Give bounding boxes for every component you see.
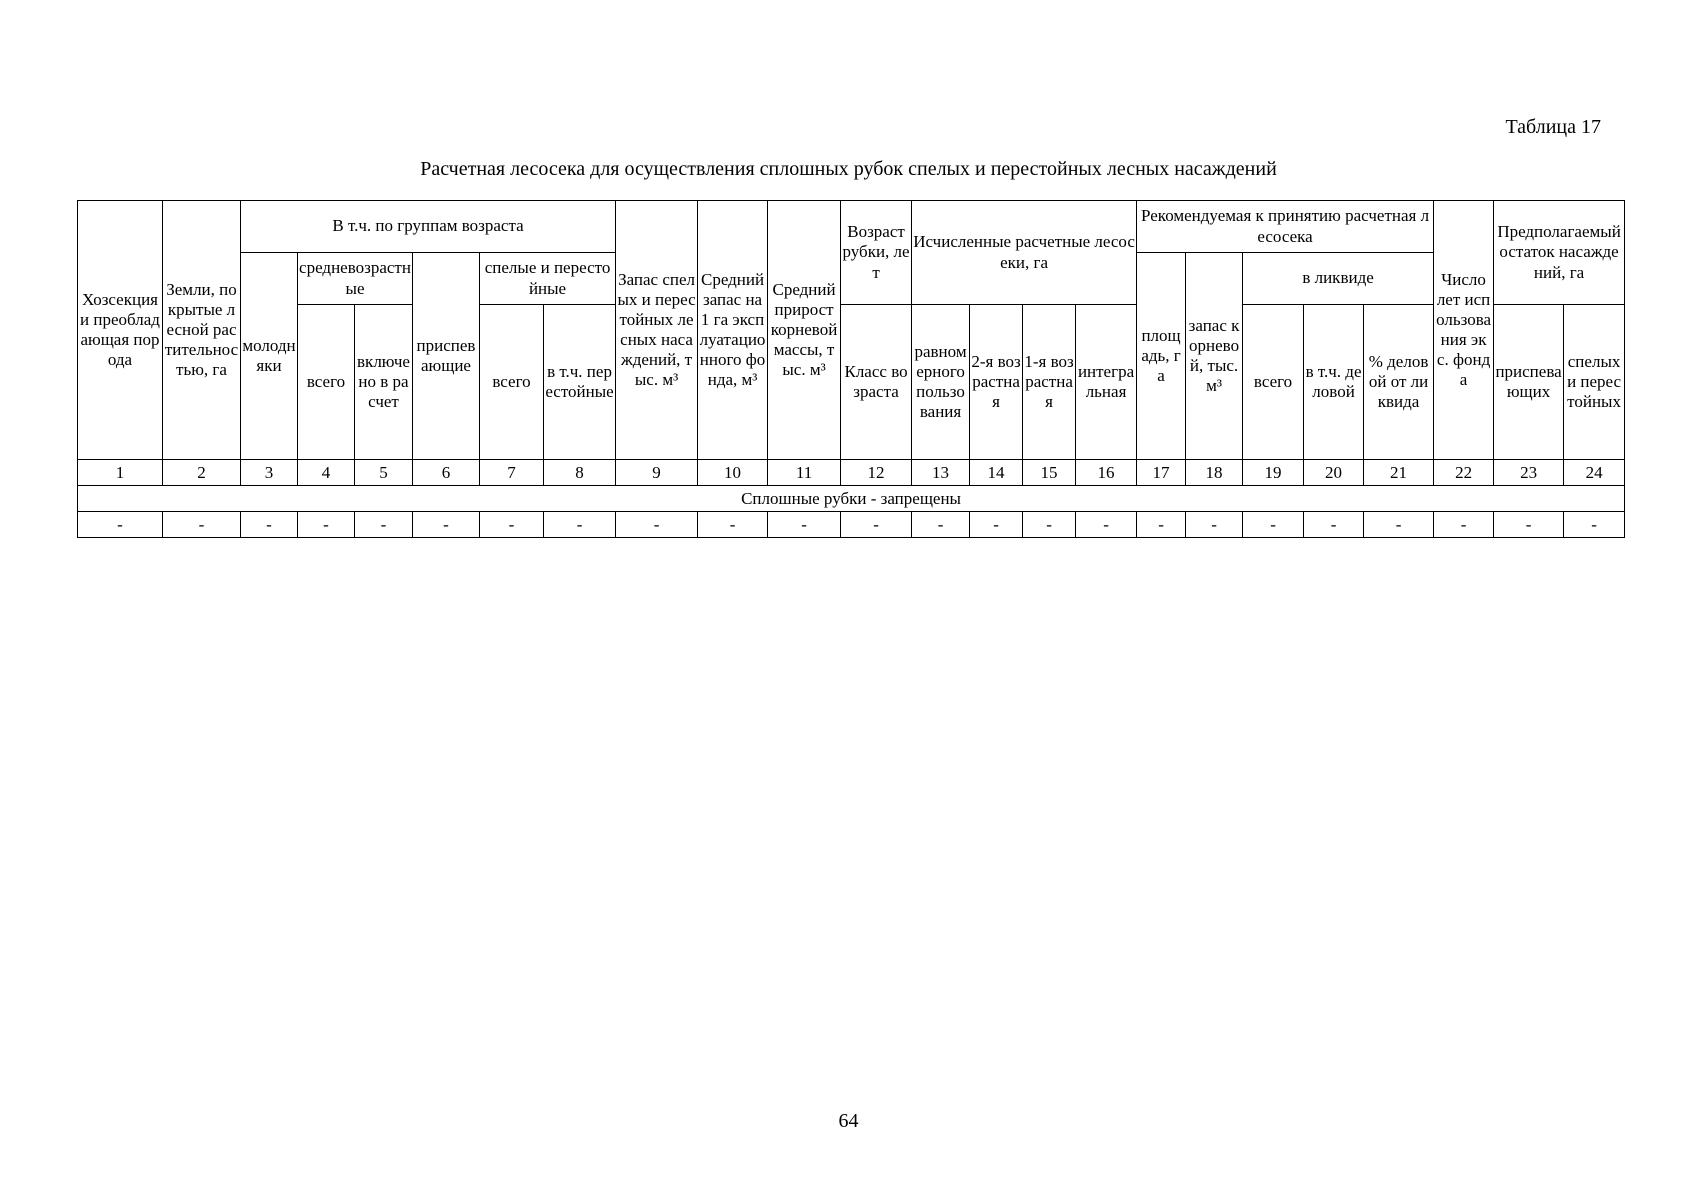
header-expected-remainder: Предполагаемый остаток насаждений, га [1494,201,1625,305]
table-cell: - [1434,512,1494,538]
column-number: 5 [355,460,413,486]
header-in-liquid: в ликвиде [1243,253,1434,305]
table-cell: - [616,512,698,538]
column-number: 3 [241,460,298,486]
column-number: 15 [1023,460,1076,486]
header-age-groups: В т.ч. по группам возраста [241,201,616,253]
table-cell: - [163,512,241,538]
table-number-label: Таблица 17 [1505,116,1601,138]
header-forested-land: Земли, покрытые лесной растительностью, га [163,201,241,460]
table-cell: - [413,512,480,538]
table-cell: - [1023,512,1076,538]
header-years-of-use: Число лет использования экс. фонда [1434,201,1494,460]
table-cell: - [241,512,298,538]
table-cell: - [1564,512,1625,538]
header-remainder-premature: приспевающих [1494,305,1564,460]
column-number: 23 [1494,460,1564,486]
table-cell: - [78,512,163,538]
table-cell: - [1186,512,1243,538]
table-cell: - [355,512,413,538]
header-commercial: в т.ч. деловой [1304,305,1364,460]
header-avg-growth: Средний прирост корневой массы, тыс. м³ [768,201,841,460]
header-young-stands: молодняки [241,253,298,460]
header-recommended-area: Рекомендуемая к принятию расчетная лесосека [1137,201,1434,253]
column-number: 21 [1364,460,1434,486]
table-cell: - [970,512,1023,538]
column-number: 18 [1186,460,1243,486]
header-middle-aged: средневозрастные [298,253,413,305]
table-title: Расчетная лесосека для осуществления сплошных рубок спелых и перестойных лесных насаждений [420,158,1277,180]
header-commercial-percent: % деловой от ликвида [1364,305,1434,460]
table-cell: - [1243,512,1304,538]
header-uniform-use: равномерного пользования [912,305,970,460]
table-cell: - [1364,512,1434,538]
column-number: 13 [912,460,970,486]
header-mid-included: включено в расчет [355,305,413,460]
header-mature-total: всего [480,305,544,460]
column-number: 11 [768,460,841,486]
header-cutting-age: Возраст рубки, лет [841,201,912,305]
header-mid-total: всего [298,305,355,460]
column-number: 7 [480,460,544,486]
header-farm-section: Хозсекция и преобладающая порода [78,201,163,460]
column-number: 1 [78,460,163,486]
table-cell: - [1076,512,1137,538]
header-mature-overmature: спелые и перестойные [480,253,616,305]
table-cell: - [298,512,355,538]
column-number: 16 [1076,460,1137,486]
column-number: 10 [698,460,768,486]
table-cell: - [1494,512,1564,538]
header-overmature: в т.ч. перестойные [544,305,616,460]
table-cell: - [912,512,970,538]
header-liquid-total: всего [1243,305,1304,460]
clear-cutting-prohibited-note: Сплошные рубки - запрещены [78,486,1625,512]
table-cell: - [544,512,616,538]
column-number: 20 [1304,460,1364,486]
header-age-class: Класс возраста [841,305,912,460]
header-area-ha: площадь, га [1137,253,1186,460]
table-cell: - [698,512,768,538]
column-number: 9 [616,460,698,486]
header-mature-stock: Запас спелых и перестойных лесных насаждений, тыс. м³ [616,201,698,460]
column-number: 12 [841,460,912,486]
column-number: 17 [1137,460,1186,486]
header-calculated-areas: Исчисленные расчетные лесосеки, га [912,201,1137,305]
header-avg-stock-per-ha: Средний запас на 1 га эксплуатационного фонда, м³ [698,201,768,460]
header-premature: приспевающие [413,253,480,460]
table-cell: - [1304,512,1364,538]
column-number: 24 [1564,460,1625,486]
column-number: 22 [1434,460,1494,486]
cutting-area-table [77,200,1625,538]
page-number: 64 [838,1110,859,1132]
header-first-age: 1-я возрастная [1023,305,1076,460]
column-number: 4 [298,460,355,486]
column-number: 14 [970,460,1023,486]
header-integral: интегральная [1076,305,1137,460]
table-cell: - [841,512,912,538]
column-number: 8 [544,460,616,486]
header-second-age: 2-я возрастная [970,305,1023,460]
column-number: 19 [1243,460,1304,486]
table-cell: - [480,512,544,538]
header-root-stock: запас корневой, тыс. м³ [1186,253,1243,460]
column-number: 6 [413,460,480,486]
table-cell: - [768,512,841,538]
column-number: 2 [163,460,241,486]
header-remainder-mature: спелых и перестойных [1564,305,1625,460]
table-cell: - [1137,512,1186,538]
